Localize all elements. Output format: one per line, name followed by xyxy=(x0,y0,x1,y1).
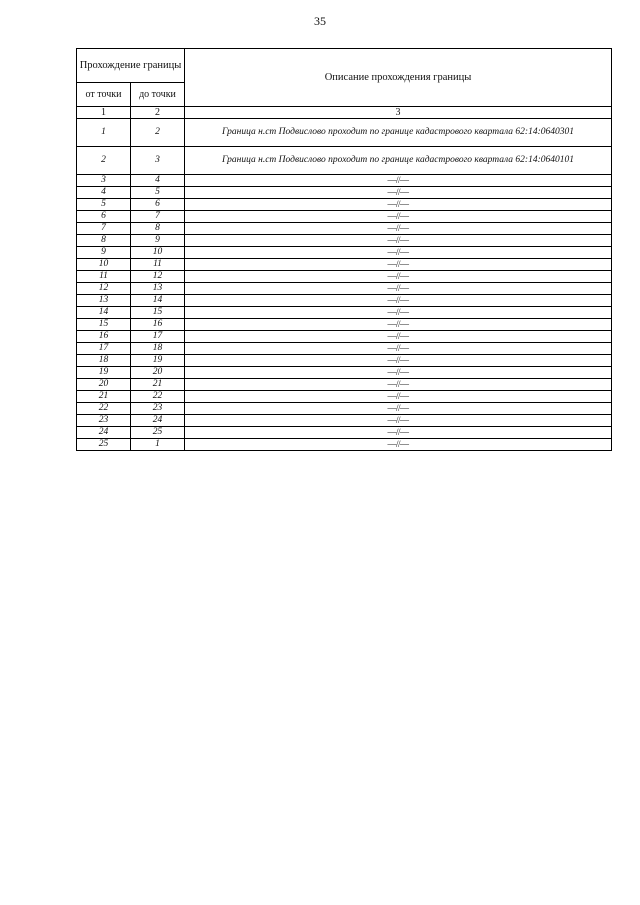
table-row xyxy=(77,295,612,307)
description-cell: —//— xyxy=(185,319,612,331)
table-row xyxy=(77,355,612,367)
description-cell: —//— xyxy=(185,367,612,379)
table-row xyxy=(77,259,612,271)
from-point-cell: 7 xyxy=(77,223,131,235)
table-row xyxy=(77,175,612,187)
to-point-cell: 16 xyxy=(131,319,185,331)
from-point-cell: 25 xyxy=(77,439,131,451)
table-row xyxy=(77,403,612,415)
table-row xyxy=(77,343,612,355)
description-cell: —//— xyxy=(185,259,612,271)
description-cell: —//— xyxy=(185,307,612,319)
from-point-cell: 23 xyxy=(77,415,131,427)
description-cell: —//— xyxy=(185,199,612,211)
description-cell: —//— xyxy=(185,247,612,259)
from-point-cell: 22 xyxy=(77,403,131,415)
to-point-cell: 1 xyxy=(131,439,185,451)
description-cell: —//— xyxy=(185,427,612,439)
description-cell: Граница н.ст Подвислово проходит по границе кадастрового квартала 62:14:0640301 xyxy=(185,119,612,147)
from-point-cell: 10 xyxy=(77,259,131,271)
to-point-cell: 12 xyxy=(131,271,185,283)
to-point-cell: 9 xyxy=(131,235,185,247)
to-point-cell: 25 xyxy=(131,427,185,439)
table-row xyxy=(77,379,612,391)
table-row xyxy=(77,439,612,451)
to-point-cell: 10 xyxy=(131,247,185,259)
to-point-cell: 8 xyxy=(131,223,185,235)
from-point-cell: 24 xyxy=(77,427,131,439)
from-point-cell: 1 xyxy=(77,119,131,147)
description-cell: —//— xyxy=(185,391,612,403)
to-point-cell: 7 xyxy=(131,211,185,223)
description-cell: —//— xyxy=(185,223,612,235)
to-point-cell: 22 xyxy=(131,391,185,403)
to-point-cell: 17 xyxy=(131,331,185,343)
from-point-cell: 12 xyxy=(77,283,131,295)
from-point-cell: 13 xyxy=(77,295,131,307)
table-body xyxy=(77,119,612,451)
from-point-cell: 15 xyxy=(77,319,131,331)
column-number: 1 xyxy=(77,107,131,119)
description-cell: —//— xyxy=(185,235,612,247)
from-point-cell: 6 xyxy=(77,211,131,223)
table-row xyxy=(77,235,612,247)
table-row xyxy=(77,211,612,223)
column-number: 2 xyxy=(131,107,185,119)
to-point-cell: 4 xyxy=(131,175,185,187)
description-cell: —//— xyxy=(185,343,612,355)
table-row xyxy=(77,367,612,379)
description-cell: —//— xyxy=(185,187,612,199)
header-passage: Прохождение границы xyxy=(77,49,185,83)
description-cell: —//— xyxy=(185,403,612,415)
description-cell: —//— xyxy=(185,415,612,427)
from-point-cell: 18 xyxy=(77,355,131,367)
to-point-cell: 2 xyxy=(131,119,185,147)
from-point-cell: 9 xyxy=(77,247,131,259)
from-point-cell: 17 xyxy=(77,343,131,355)
to-point-cell: 11 xyxy=(131,259,185,271)
description-cell: —//— xyxy=(185,283,612,295)
table-row xyxy=(77,199,612,211)
from-point-cell: 3 xyxy=(77,175,131,187)
description-cell: —//— xyxy=(185,211,612,223)
table-row xyxy=(77,283,612,295)
to-point-cell: 13 xyxy=(131,283,185,295)
description-cell: —//— xyxy=(185,439,612,451)
table-row xyxy=(77,147,612,175)
page-number: 35 xyxy=(314,14,326,28)
to-point-cell: 14 xyxy=(131,295,185,307)
from-point-cell: 11 xyxy=(77,271,131,283)
description-cell: —//— xyxy=(185,271,612,283)
boundary-table xyxy=(76,48,612,451)
from-point-cell: 8 xyxy=(77,235,131,247)
from-point-cell: 5 xyxy=(77,199,131,211)
description-cell: —//— xyxy=(185,379,612,391)
to-point-cell: 6 xyxy=(131,199,185,211)
to-point-cell: 18 xyxy=(131,343,185,355)
to-point-cell: 5 xyxy=(131,187,185,199)
table-row xyxy=(77,247,612,259)
from-point-cell: 4 xyxy=(77,187,131,199)
table-row xyxy=(77,187,612,199)
description-cell: —//— xyxy=(185,355,612,367)
from-point-cell: 20 xyxy=(77,379,131,391)
column-number: 3 xyxy=(185,107,612,119)
table-row xyxy=(77,223,612,235)
header-to-point: до точки xyxy=(131,83,185,107)
description-cell: —//— xyxy=(185,175,612,187)
to-point-cell: 21 xyxy=(131,379,185,391)
table-row xyxy=(77,391,612,403)
description-cell: —//— xyxy=(185,295,612,307)
from-point-cell: 21 xyxy=(77,391,131,403)
table-row xyxy=(77,427,612,439)
table-row xyxy=(77,415,612,427)
description-cell: —//— xyxy=(185,331,612,343)
description-cell: Граница н.ст Подвислово проходит по границе кадастрового квартала 62:14:0640101 xyxy=(185,147,612,175)
to-point-cell: 24 xyxy=(131,415,185,427)
header-description: Описание прохождения границы xyxy=(185,49,612,107)
to-point-cell: 23 xyxy=(131,403,185,415)
header-from-point: от точки xyxy=(77,83,131,107)
to-point-cell: 19 xyxy=(131,355,185,367)
from-point-cell: 19 xyxy=(77,367,131,379)
table-row xyxy=(77,271,612,283)
table-row xyxy=(77,319,612,331)
from-point-cell: 2 xyxy=(77,147,131,175)
from-point-cell: 16 xyxy=(77,331,131,343)
table-row xyxy=(77,307,612,319)
from-point-cell: 14 xyxy=(77,307,131,319)
to-point-cell: 20 xyxy=(131,367,185,379)
table-row xyxy=(77,119,612,147)
to-point-cell: 15 xyxy=(131,307,185,319)
table-row xyxy=(77,331,612,343)
to-point-cell: 3 xyxy=(131,147,185,175)
